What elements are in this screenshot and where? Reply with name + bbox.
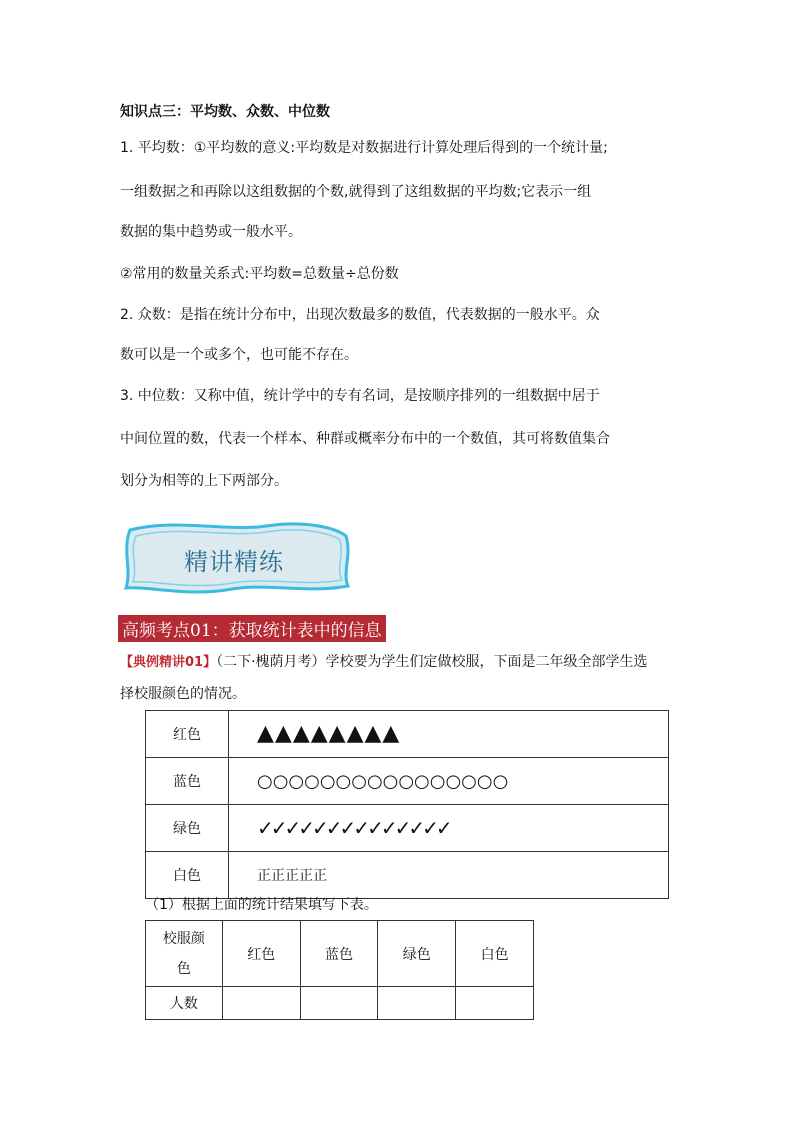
color-cell: 蓝色 — [146, 758, 229, 805]
example-line-2: 择校服颜色的情况。 — [120, 686, 246, 702]
col-header: 蓝色 — [300, 921, 378, 987]
table-row — [146, 987, 534, 1020]
table-row — [146, 805, 669, 852]
paragraph-line: 划分为相等的上下两部分。 — [120, 473, 288, 489]
header-cell — [146, 921, 223, 987]
color-cell: 绿色 — [146, 805, 229, 852]
answer-cell[interactable] — [456, 987, 534, 1020]
paragraph-line: 2. 众数：是指在统计分布中，出现次数最多的数值，代表数据的一般水平。众 — [120, 307, 600, 323]
marks-cell — [229, 805, 669, 852]
paragraph-line: ②常用的数量关系式:平均数=总数量÷总份数 — [120, 266, 399, 282]
paragraph-line: 数据的集中趋势或一般水平。 — [120, 224, 302, 240]
table-row — [146, 711, 669, 758]
tally-table — [145, 710, 669, 899]
col-header: 白色 — [456, 921, 534, 987]
row-label: 人数 — [146, 987, 223, 1020]
triangle-marks: ▲▲▲▲▲▲▲▲ — [257, 721, 401, 746]
marks-cell — [229, 711, 669, 758]
paragraph-line: 中间位置的数，代表一个样本、种群或概率分布中的一个数值，其可将数值集合 — [120, 431, 610, 447]
answer-cell[interactable] — [300, 987, 378, 1020]
marks-cell — [229, 758, 669, 805]
tally-marks: 正正正正正 — [257, 868, 327, 884]
circle-marks: ○○○○○○○○○○○○○○○○ — [257, 770, 509, 792]
example-tag: 【典例精讲01】 — [120, 655, 217, 670]
header-label-2: 色 — [176, 960, 191, 977]
paragraph-line: 一组数据之和再除以这组数据的个数,就得到了这组数据的平均数;它表示一组 — [120, 184, 592, 200]
marks-cell — [229, 852, 669, 899]
answer-cell[interactable] — [378, 987, 456, 1020]
col-header: 绿色 — [378, 921, 456, 987]
paragraph-line: 3. 中位数：又称中值，统计学中的专有名词，是按顺序排列的一组数据中居于 — [120, 388, 600, 404]
table-row — [146, 852, 669, 899]
section-banner — [116, 516, 356, 596]
answer-cell[interactable] — [222, 987, 300, 1020]
table-row — [146, 758, 669, 805]
example-text: （二下·槐荫月考）学校要为学生们定做校服，下面是二年级全部学生选 — [216, 654, 648, 670]
example-line — [120, 652, 648, 673]
topic-header: 高频考点01：获取统计表中的信息 — [118, 615, 386, 642]
header-label: 校服颜 — [162, 930, 205, 947]
question-text: （1）根据上面的统计结果填写下表。 — [145, 897, 378, 913]
col-header: 红色 — [222, 921, 300, 987]
color-cell: 白色 — [146, 852, 229, 899]
table-row — [146, 921, 534, 987]
paragraph-line: 1. 平均数：①平均数的意义:平均数是对数据进行计算处理后得到的一个统计量; — [120, 140, 608, 156]
paragraph-line: 数可以是一个或多个，也可能不存在。 — [120, 347, 358, 363]
color-cell: 红色 — [146, 711, 229, 758]
section-title: 知识点三：平均数、众数、中位数 — [120, 104, 330, 120]
banner-label: 精讲精练 — [184, 548, 284, 576]
fill-table — [145, 920, 534, 1020]
check-marks: ✓✓✓✓✓✓✓✓✓✓✓✓✓✓ — [257, 816, 450, 840]
